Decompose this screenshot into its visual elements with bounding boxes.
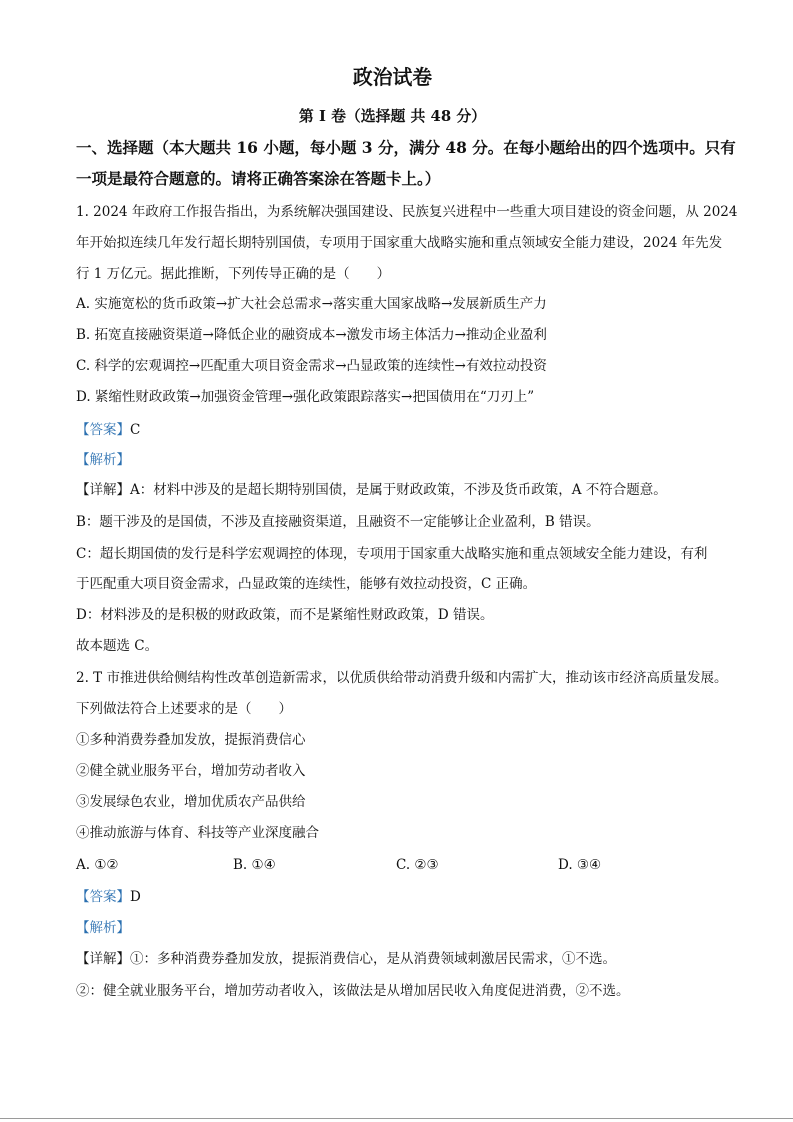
detail-label: 【详解】 <box>76 951 130 967</box>
q1-detail-c-line2: 于匹配重大项目资金需求，凸显政策的连续性，能够有效拉动投资，C 正确。 <box>76 576 537 592</box>
q2-stem-line2: 下列做法符合上述要求的是（ ） <box>76 701 292 717</box>
answer-value: D <box>130 889 141 905</box>
q2-item-2: ②健全就业服务平台，增加劳动者收入 <box>76 763 306 779</box>
detail-text: A：材料中涉及的是超长期特别国债，是属于财政政策，不涉及货币政策，A 不符合题意。 <box>130 482 667 498</box>
answer-label: 【答案】 <box>76 889 130 905</box>
q2-answer <box>76 888 141 906</box>
q1-stem-line1: 1. 2024 年政府工作报告指出，为系统解决强国建设、民族复兴进程中一些重大项目建设的资金问题，从 2024 <box>76 204 738 220</box>
q2-detail-2: ②：健全就业服务平台，增加劳动者收入，该做法是从增加居民收入角度促进消费，②不选。 <box>76 983 630 999</box>
volume-header: 第 I 卷（选择题 共 48 分） <box>298 107 487 125</box>
q2-analysis-label: 【解析】 <box>76 920 130 936</box>
q2-item-1: ①多种消费券叠加发放，提振消费信心 <box>76 732 306 748</box>
detail-text: ①：多种消费券叠加发放，提振消费信心，是从消费领域刺激居民需求，①不选。 <box>130 951 616 967</box>
q2-item-4: ④推动旅游与体育、科技等产业深度融合 <box>76 825 319 841</box>
page-title: 政治试卷 <box>352 65 433 89</box>
answer-value: C <box>130 422 141 438</box>
section-instructions-line2: 一项是最符合题意的。请将正确答案涂在答题卡上。） <box>76 169 441 188</box>
q1-analysis-label: 【解析】 <box>76 452 130 468</box>
q2-detail-1 <box>76 950 616 968</box>
q1-answer <box>76 421 140 439</box>
q2-stem-line1: 2. T 市推进供给侧结构性改革创造新需求，以优质供给带动消费升级和内需扩大，推动该市经济高质量发展。 <box>76 670 728 686</box>
q1-stem-line2: 年开始拟连续几年发行超长期特别国债，专项用于国家重大战略实施和重点领域安全能力建设，2024 年先发 <box>76 235 723 251</box>
q1-detail-a <box>76 481 667 499</box>
answer-label: 【答案】 <box>76 422 130 438</box>
q1-option-b: B. 拓宽直接融资渠道→降低企业的融资成本→激发市场主体活力→推动企业盈利 <box>76 327 547 343</box>
page-bottom-rule <box>0 1118 793 1119</box>
section-instructions-line1: 一、选择题（本大题共 16 小题，每小题 3 分，满分 48 分。在每小题给出的四个选项中。只有 <box>76 138 736 157</box>
q1-option-d: D. 紧缩性财政政策→加强资金管理→强化政策跟踪落实→把国债用在“刀刃上” <box>76 389 535 405</box>
q1-detail-b: B：题干涉及的是国债，不涉及直接融资渠道，且融资不一定能够让企业盈利，B 错误。 <box>76 514 600 530</box>
q2-option-c: C. ②③ <box>396 857 439 873</box>
q2-item-3: ③发展绿色农业，增加优质农产品供给 <box>76 794 306 810</box>
q2-option-a: A. ①② <box>76 857 119 873</box>
q2-option-b: B. ①④ <box>233 857 276 873</box>
q2-option-d: D. ③④ <box>558 857 602 873</box>
q1-detail-d: D：材料涉及的是积极的财政政策，而不是紧缩性财政政策，D 错误。 <box>76 607 494 623</box>
detail-label: 【详解】 <box>76 482 130 498</box>
q1-conclusion: 故本题选 C。 <box>76 638 159 654</box>
q1-option-a: A. 实施宽松的货币政策→扩大社会总需求→落实重大国家战略→发展新质生产力 <box>76 296 547 312</box>
q1-detail-c-line1: C：超长期国债的发行是科学宏观调控的体现，专项用于国家重大战略实施和重点领域安全能力建设，有利 <box>76 546 708 562</box>
q1-stem-line3: 行 1 万亿元。据此推断，下列传导正确的是（ ） <box>76 266 391 282</box>
q1-option-c: C. 科学的宏观调控→匹配重大项目资金需求→凸显政策的连续性→有效拉动投资 <box>76 358 547 374</box>
